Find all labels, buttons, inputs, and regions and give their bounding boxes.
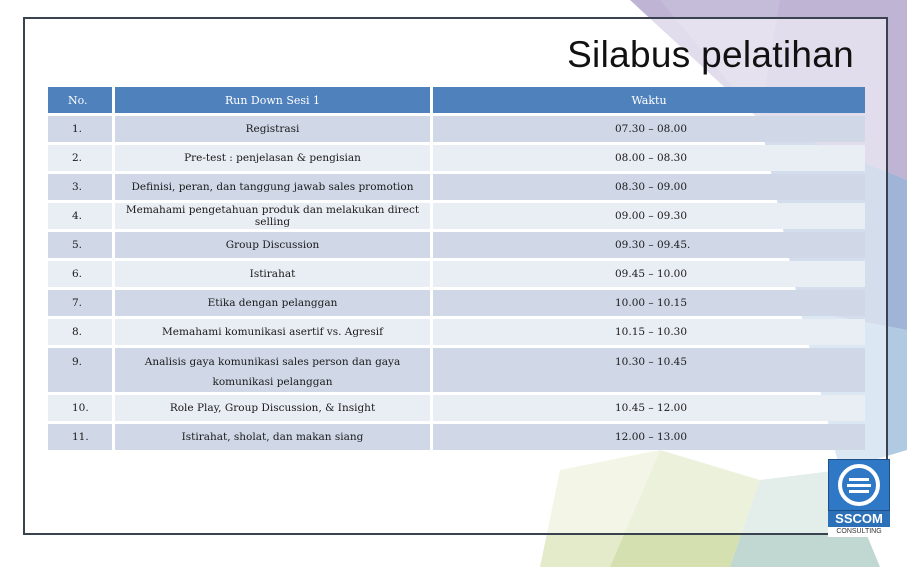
table-row: [48, 348, 865, 392]
row-number: 6.: [48, 261, 112, 287]
header-time: Waktu: [433, 87, 865, 113]
row-time: 10.30 – 10.45: [433, 348, 865, 392]
sscom-logo: [828, 459, 890, 537]
row-activity: Role Play, Group Discussion, & Insight: [115, 395, 430, 421]
row-activity: Pre-test : penjelasan & pengisian: [115, 145, 430, 171]
row-activity: Registrasi: [115, 116, 430, 142]
row-time: 10.15 – 10.30: [433, 319, 865, 345]
sscom-logo-icon: [828, 459, 890, 511]
row-number: 10.: [48, 395, 112, 421]
row-activity: Etika dengan pelanggan: [115, 290, 430, 316]
table-row: [48, 145, 865, 171]
header-activity: Run Down Sesi 1: [115, 87, 430, 113]
logo-name: SSCOM: [828, 511, 890, 527]
table-row: [48, 395, 865, 421]
row-time: 08.00 – 08.30: [433, 145, 865, 171]
table-row: [48, 261, 865, 287]
row-activity: Group Discussion: [115, 232, 430, 258]
table-row: [48, 203, 865, 229]
row-number: 1.: [48, 116, 112, 142]
syllabus-table: [45, 84, 868, 453]
row-number: 7.: [48, 290, 112, 316]
row-activity: Analisis gaya komunikasi sales person dan gaya komunikasi pelanggan: [115, 348, 430, 392]
row-time: 09.30 – 09.45.: [433, 232, 865, 258]
table-row: [48, 290, 865, 316]
row-number: 8.: [48, 319, 112, 345]
row-activity: Istirahat, sholat, dan makan siang: [115, 424, 430, 450]
row-time: 12.00 – 13.00: [433, 424, 865, 450]
table-row: [48, 319, 865, 345]
header-no: No.: [48, 87, 112, 113]
row-number: 5.: [48, 232, 112, 258]
row-number: 3.: [48, 174, 112, 200]
row-time: 10.45 – 12.00: [433, 395, 865, 421]
table-row: [48, 116, 865, 142]
table-row: [48, 174, 865, 200]
page-title: Silabus pelatihan: [567, 34, 854, 75]
row-time: 09.00 – 09.30: [433, 203, 865, 229]
row-number: 9.: [48, 348, 112, 392]
table-row: [48, 232, 865, 258]
row-time: 09.45 – 10.00: [433, 261, 865, 287]
table-header-row: [48, 87, 865, 113]
row-time: 10.00 – 10.15: [433, 290, 865, 316]
row-number: 2.: [48, 145, 112, 171]
row-activity: Memahami komunikasi asertif vs. Agresif: [115, 319, 430, 345]
row-time: 08.30 – 09.00: [433, 174, 865, 200]
row-activity: Istirahat: [115, 261, 430, 287]
row-time: 07.30 – 08.00: [433, 116, 865, 142]
row-activity: Definisi, peran, dan tanggung jawab sales promotion: [115, 174, 430, 200]
table-row: [48, 424, 865, 450]
row-activity: Memahami pengetahuan produk dan melakukan direct selling: [115, 203, 430, 229]
row-number: 11.: [48, 424, 112, 450]
logo-subtitle: CONSULTING: [828, 527, 890, 537]
row-number: 4.: [48, 203, 112, 229]
